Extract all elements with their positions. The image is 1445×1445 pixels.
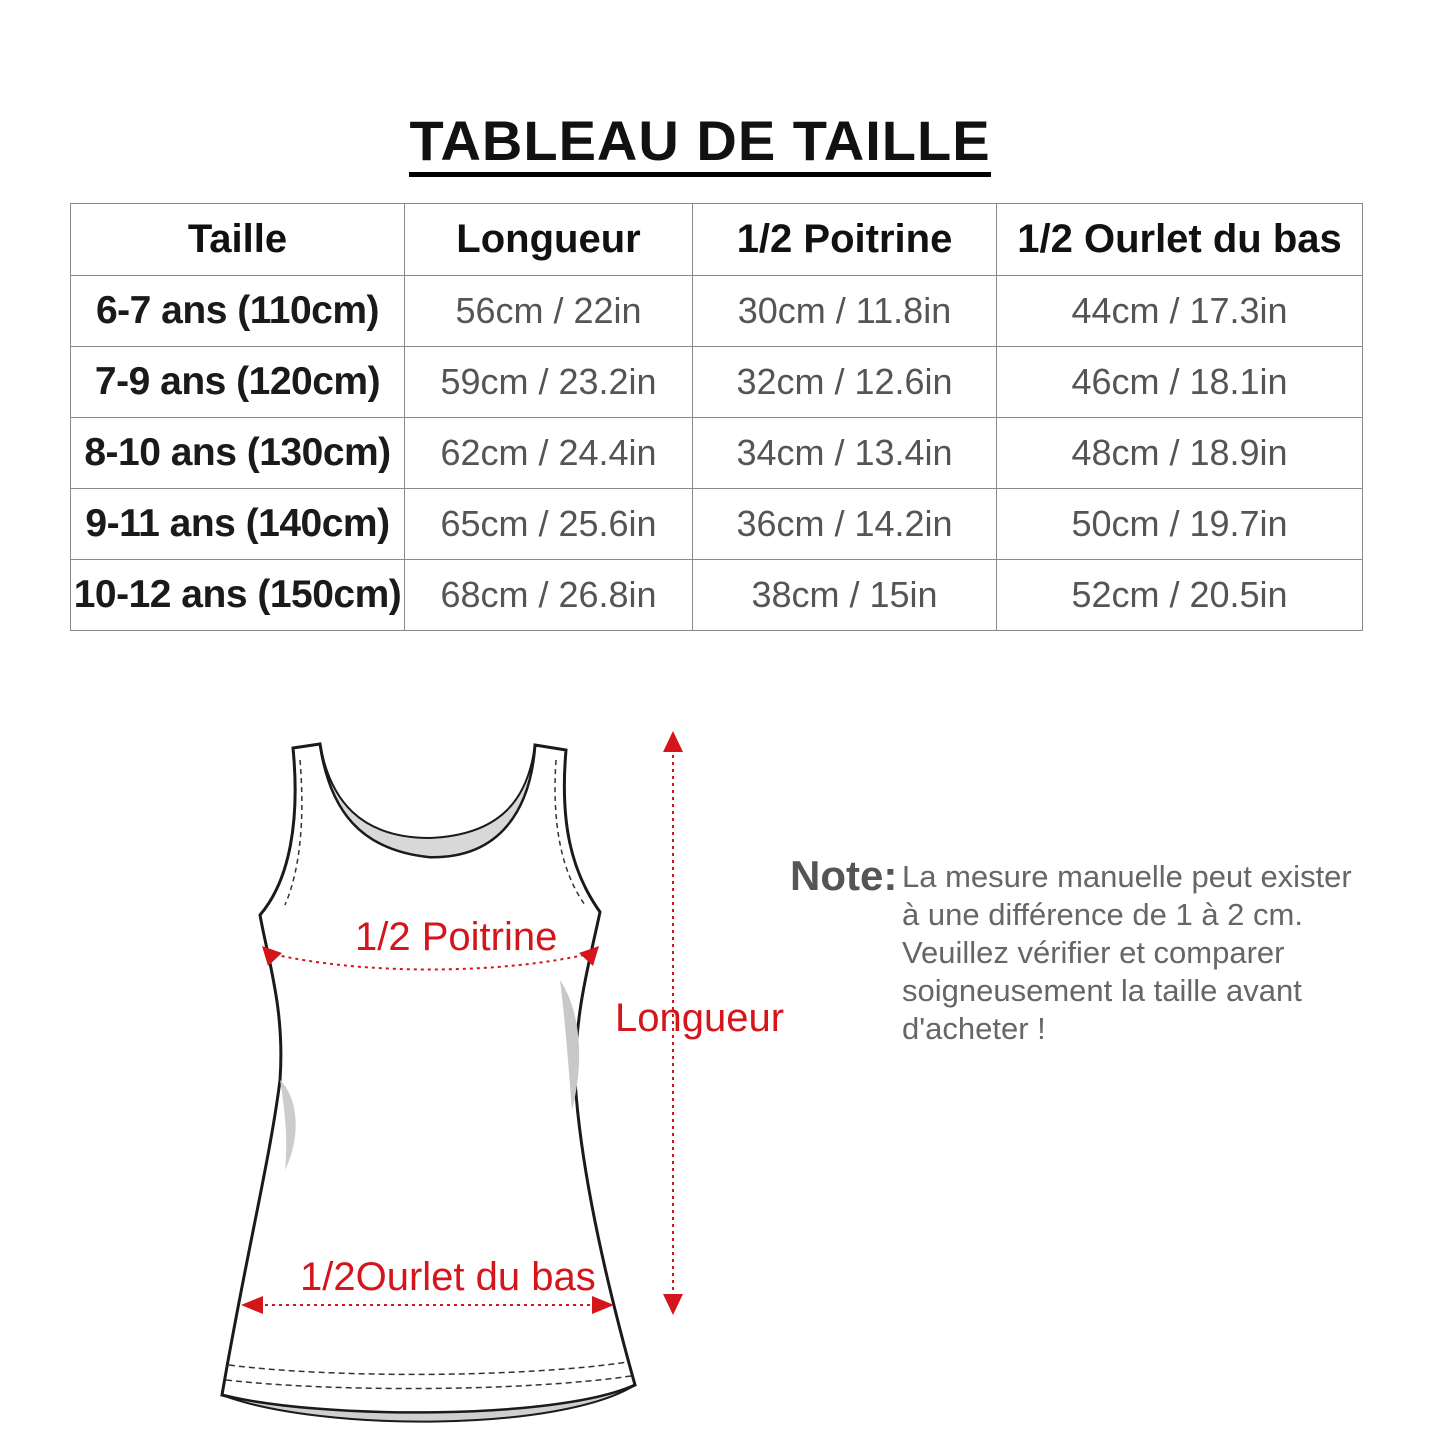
ourlet-cell: 44cm / 17.3in: [997, 276, 1363, 347]
longueur-cell: 68cm / 26.8in: [405, 560, 693, 631]
note-line: La mesure manuelle peut exister: [902, 859, 1352, 894]
longueur-arrow-up-icon: [663, 731, 683, 752]
longueur-label: Longueur: [615, 996, 785, 1040]
ourlet-cell: 52cm / 20.5in: [997, 560, 1363, 631]
ourlet-label: 1/2Ourlet du bas: [300, 1255, 596, 1299]
size-cell: 10-12 ans (150cm): [71, 560, 405, 631]
poitrine-cell: 36cm / 14.2in: [693, 489, 997, 560]
longueur-cell: 59cm / 23.2in: [405, 347, 693, 418]
header-poitrine: 1/2 Poitrine: [693, 204, 997, 276]
poitrine-cell: 30cm / 11.8in: [693, 276, 997, 347]
longueur-cell: 65cm / 25.6in: [405, 489, 693, 560]
size-cell: 8-10 ans (130cm): [71, 418, 405, 489]
page-title: TABLEAU DE TAILLE: [0, 108, 1400, 173]
header-taille: Taille: [71, 204, 405, 276]
header-longueur: Longueur: [405, 204, 693, 276]
longueur-arrow-down-icon: [663, 1294, 683, 1315]
ourlet-cell: 50cm / 19.7in: [997, 489, 1363, 560]
longueur-cell: 62cm / 24.4in: [405, 418, 693, 489]
note-line: à une différence de 1 à 2 cm.: [902, 897, 1303, 932]
note-line: Veuillez vérifier et comparer: [902, 935, 1285, 970]
poitrine-cell: 32cm / 12.6in: [693, 347, 997, 418]
poitrine-cell: 34cm / 13.4in: [693, 418, 997, 489]
ourlet-cell: 48cm / 18.9in: [997, 418, 1363, 489]
poitrine-cell: 38cm / 15in: [693, 560, 997, 631]
size-cell: 6-7 ans (110cm): [71, 276, 405, 347]
size-cell: 7-9 ans (120cm): [71, 347, 405, 418]
note-line: d'acheter !: [902, 1011, 1046, 1046]
size-cell: 9-11 ans (140cm): [71, 489, 405, 560]
longueur-cell: 56cm / 22in: [405, 276, 693, 347]
header-ourlet: 1/2 Ourlet du bas: [997, 204, 1363, 276]
note-text: [902, 858, 1402, 1048]
note-line: soigneusement la taille avant: [902, 973, 1302, 1008]
note-label: Note:: [790, 852, 898, 899]
poitrine-label: 1/2 Poitrine: [355, 915, 558, 959]
ourlet-cell: 46cm / 18.1in: [997, 347, 1363, 418]
